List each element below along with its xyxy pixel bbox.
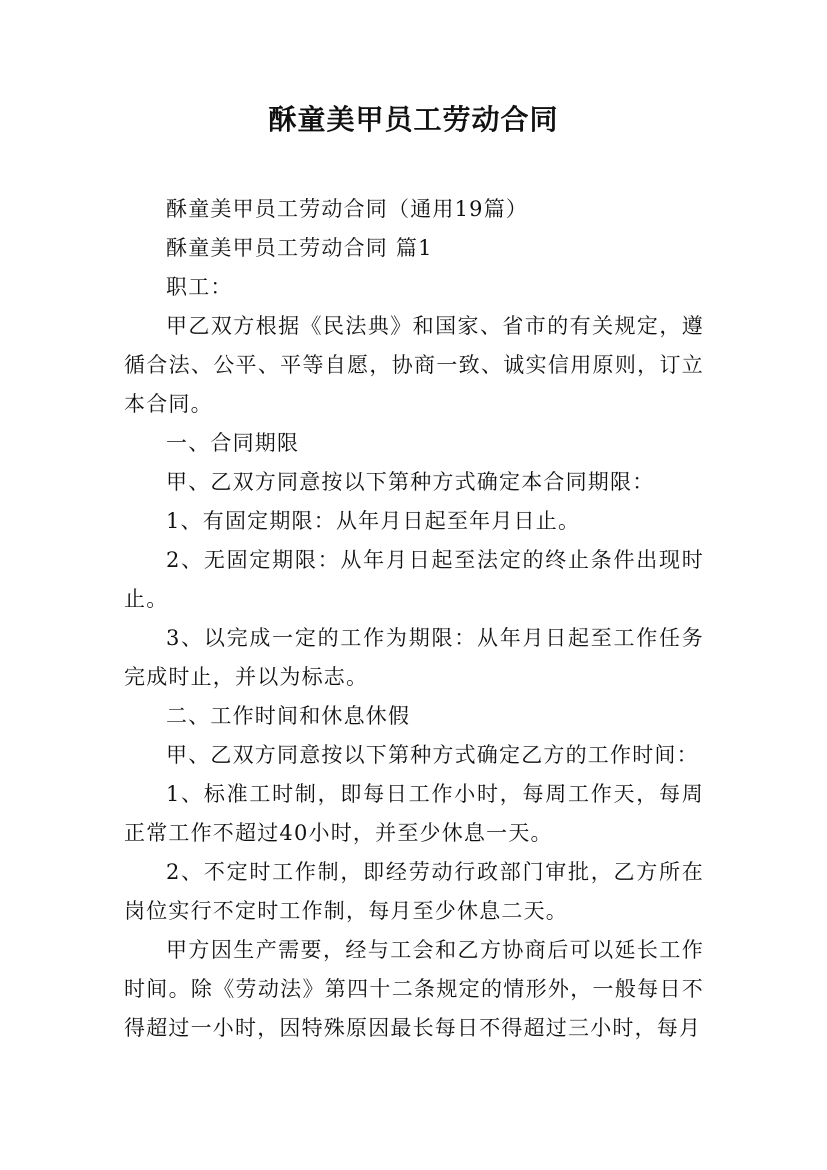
paragraph-overtime: 甲方因生产需要，经与工会和乙方协商后可以延长工作时间。除《劳动法》第四十二条规定的情形外，一般每日不得超过一小时，因特殊原因最长每日不得超过三小时，每月: [124, 938, 704, 1040]
paragraph-flexible-hours: 2、不定时工作制，即经劳动行政部门审批，乙方所在岗位实行不定时工作制，每月至少休息二天。: [124, 860, 704, 923]
paragraph-contract-term-heading: 一、合同期限: [166, 431, 300, 455]
paragraph-work-hours-intro: 甲、乙双方同意按以下第种方式确定乙方的工作时间：: [166, 743, 699, 767]
paragraph-term-fixed: 1、有固定期限：从年月日起至年月日止。: [166, 509, 581, 533]
paragraph-work-hours-heading: 二、工作时间和休息休假: [166, 704, 411, 728]
paragraph-term-task: 3、以完成一定的工作为期限：从年月日起至工作任务完成时止，并以为标志。: [124, 626, 704, 689]
paragraph-preamble: 甲乙双方根据《民法典》和国家、省市的有关规定，遵循合法、公平、平等自愿，协商一致、诚实信用原则，订立本合同。: [124, 314, 704, 416]
paragraph-subtitle: 酥童美甲员工劳动合同（通用19篇）: [166, 197, 529, 221]
paragraph-standard-hours: 1、标准工时制，即每日工作小时，每周工作天，每周正常工作不超过40小时，并至少休息一天。: [124, 782, 704, 845]
paragraph-term-open: 2、无固定期限：从年月日起至法定的终止条件出现时止。: [124, 548, 704, 611]
paragraph-employee-label: 职工：: [166, 275, 233, 299]
document-title: 酥童美甲员工劳动合同: [268, 103, 559, 136]
paragraph-contract-term-intro: 甲、乙双方同意按以下第种方式确定本合同期限：: [166, 470, 655, 494]
document-body: [124, 190, 704, 1048]
paragraph-section-heading: 酥童美甲员工劳动合同 篇1: [166, 236, 433, 260]
